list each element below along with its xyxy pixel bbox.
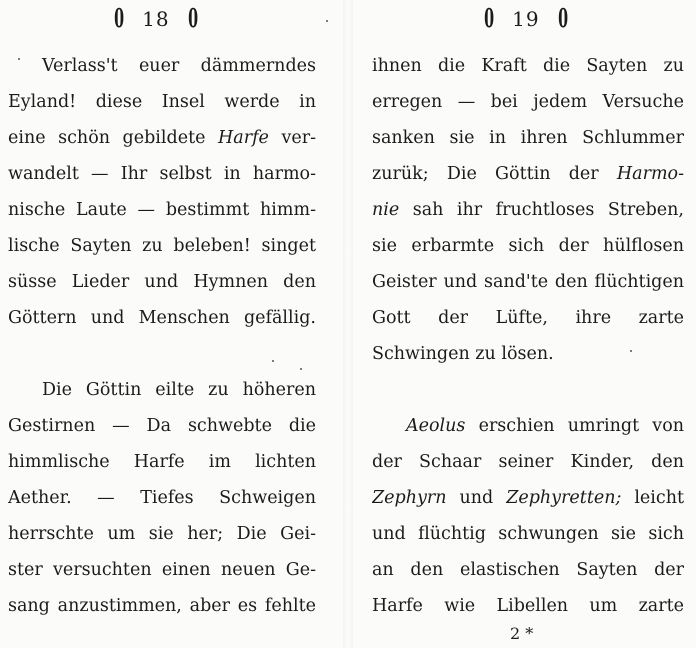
paragraph-gap xyxy=(8,336,316,372)
page-number: 19 xyxy=(512,7,540,31)
text-line: Göttern und Menschen gefällig. xyxy=(8,308,316,328)
book-gutter xyxy=(343,0,353,648)
text-line: sang anzustimmen, aber es fehlte xyxy=(8,596,316,616)
paragraph-gap xyxy=(372,372,684,408)
ink-speck xyxy=(300,368,302,370)
text-line: sanken sie in ihren Schlummer xyxy=(372,128,684,148)
text-line: ihnen die Kraft die Sayten zu xyxy=(372,56,684,76)
text-fragment: Aeolus erschien umringt von xyxy=(406,416,684,436)
text-line: wandelt — Ihr selbst in harmo- xyxy=(8,164,316,184)
text-line: und flüchtig schwungen sie sich xyxy=(372,524,684,544)
folio-ornament-right: 0 xyxy=(557,4,568,34)
text-line: der Schaar seiner Kinder, den xyxy=(372,452,684,472)
text-line: Harfe wie Libellen um zarte xyxy=(372,596,684,616)
right-page-header xyxy=(356,4,696,34)
left-page-text xyxy=(8,48,316,624)
right-page-text xyxy=(372,48,684,624)
folio-ornament-right: 0 xyxy=(187,4,198,34)
text-line: herrschte um sie her; Die Gei- xyxy=(8,524,316,544)
text-line xyxy=(372,480,684,516)
text-line: ster versuchten einen neuen Ge- xyxy=(8,560,316,580)
text-line xyxy=(372,192,684,228)
text-line: lische Sayten zu beleben! singet xyxy=(8,236,316,256)
right-page xyxy=(356,0,696,648)
text-line xyxy=(372,408,684,444)
text-line: Aether. — Tiefes Schweigen xyxy=(8,488,316,508)
left-page xyxy=(0,0,340,648)
text-line: Gestirnen — Da schwebte die xyxy=(8,416,316,436)
left-page-header xyxy=(0,4,340,34)
text-line: Eyland! diese Insel werde in xyxy=(8,92,316,112)
ink-speck xyxy=(18,58,20,60)
page-number: 18 xyxy=(142,7,170,31)
folio-ornament-left: 0 xyxy=(114,4,125,34)
text-line: himmlische Harfe im lichten xyxy=(8,452,316,472)
text-fragment: eine schön gebildete Harfe ver- xyxy=(8,128,316,148)
text-line: Die Göttin eilte zu höheren xyxy=(42,380,316,400)
text-line: Gott der Lüfte, ihre zarte xyxy=(372,308,684,328)
text-line xyxy=(8,120,316,156)
text-line: Verlass't euer dämmerndes xyxy=(42,56,316,76)
text-fragment: nie sah ihr fruchtloses Streben, xyxy=(372,200,684,220)
folio-ornament-left: 0 xyxy=(484,4,495,34)
text-line: sie erbarmte sich der hülflosen xyxy=(372,236,684,256)
printer-signature: 2 * xyxy=(510,624,534,643)
text-fragment: zurük; Die Göttin der Harmo- xyxy=(372,164,684,184)
text-fragment: Zephyrn und Zephyretten; leicht xyxy=(372,488,684,508)
text-line: Schwingen zu lösen. xyxy=(372,344,554,364)
text-line: erregen — bei jedem Versuche xyxy=(372,92,684,112)
text-line: an den elastischen Sayten der xyxy=(372,560,684,580)
ink-speck xyxy=(630,350,632,352)
text-line: nische Laute — bestimmt himm- xyxy=(8,200,316,220)
text-line: Geister und sand'te den flüchtigen xyxy=(372,272,684,292)
ink-speck xyxy=(326,20,328,22)
text-line xyxy=(372,156,684,192)
text-line: süsse Lieder und Hymnen den xyxy=(8,272,316,292)
ink-speck xyxy=(272,360,274,362)
